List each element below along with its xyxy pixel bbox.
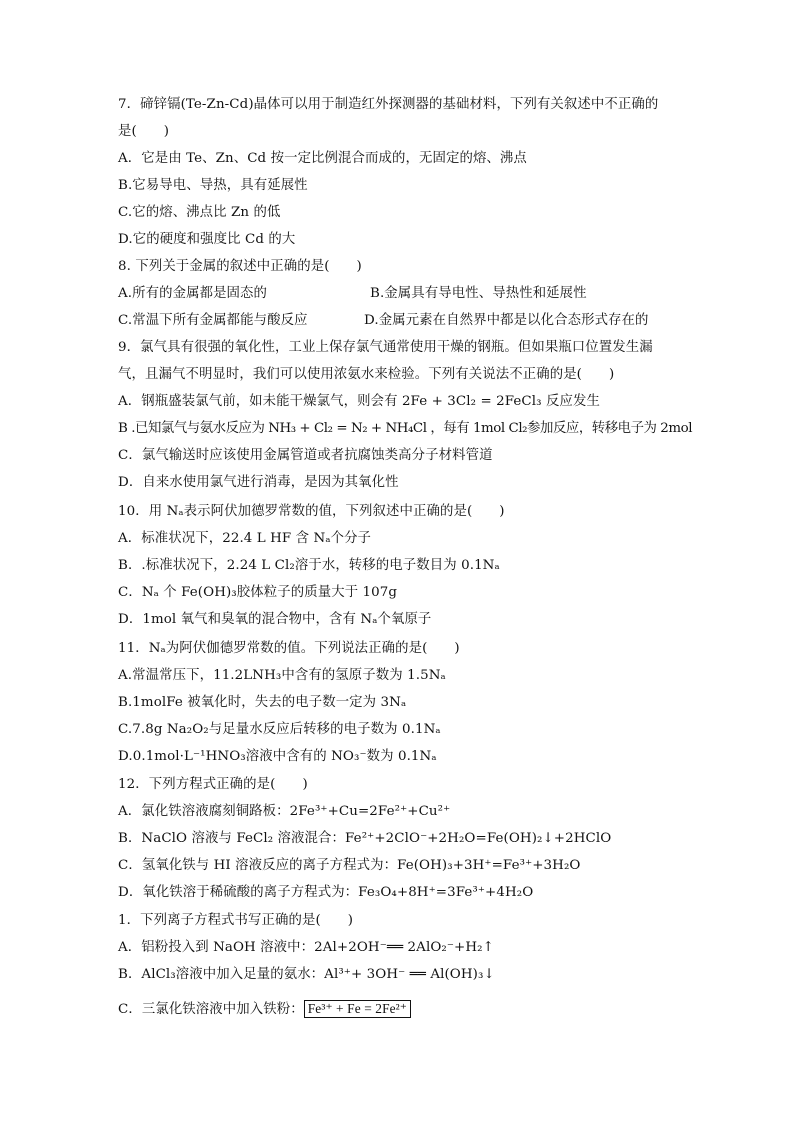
q11-option-d: D.0.1mol·L⁻¹HNO₃溶液中含有的 NO₃⁻数为 0.1Nₐ <box>118 749 437 764</box>
q10-stem: 10．用 Nₐ表示阿伏加德罗常数的值，下列叙述中正确的是( ) <box>118 504 505 519</box>
q7-stem-line2: 是( ) <box>118 124 170 139</box>
q10-option-c: C．Nₐ 个 Fe(OH)₃胶体粒子的质量大于 107g <box>118 585 398 600</box>
q11-option-b: B.1molFe 被氧化时，失去的电子数一定为 3Nₐ <box>118 695 407 710</box>
q8-option-d: D.金属元素在自然界中都是以化合态形式存在的 <box>364 313 649 328</box>
q1-option-a: A．铝粉投入到 NaOH 溶液中：2Al+2OH⁻══ 2AlO₂⁻+H₂↑ <box>118 940 494 955</box>
q8-option-a: A.所有的金属都是固态的 <box>118 286 268 301</box>
q12-option-d: D．氧化铁溶于稀硫酸的离子方程式为：Fe₃O₄+8H⁺=3Fe³⁺+4H₂O <box>118 885 534 900</box>
q9-option-b: B .已知氯气与氨水反应为 NH₃ + Cl₂ = N₂ + NH₄Cl ，每有 1mol Cl₂参加反应，转移电子为 2mol <box>118 421 693 436</box>
q10-option-d: D．1mol 氧气和臭氧的混合物中，含有 Nₐ个氧原子 <box>118 612 432 627</box>
q1-option-c-label: C．三氯化铁溶液中加入铁粉： <box>118 1002 304 1017</box>
q1-option-c <box>118 1000 411 1019</box>
q1-stem: 1．下列离子方程式书写正确的是( ) <box>118 913 354 928</box>
q7-option-b: B.它易导电、导热，具有延展性 <box>118 178 308 193</box>
q11-option-c: C.7.8g Na₂O₂与足量水反应后转移的电子数为 0.1Nₐ <box>118 722 441 737</box>
q7-option-c: C.它的熔、沸点比 Zn 的低 <box>118 205 281 220</box>
q12-option-b: B．NaClO 溶液与 FeCl₂ 溶液混合：Fe²⁺+2ClO⁻+2H₂O=Fe(OH)₂↓+2HClO <box>118 831 612 846</box>
q8-option-c: C.常温下所有金属都能与酸反应 <box>118 313 308 328</box>
q9-stem-line2: 气，且漏气不明显时，我们可以使用浓氨水来检验。下列有关说法不正确的是( ) <box>118 367 615 382</box>
q9-option-d: D．自来水使用氯气进行消毒，是因为其氧化性 <box>118 475 399 490</box>
q11-stem: 11．Nₐ为阿伏伽德罗常数的值。下列说法正确的是( ) <box>118 641 460 656</box>
q12-option-c: C．氢氧化铁与 HI 溶液反应的离子方程式为：Fe(OH)₃+3H⁺=Fe³⁺+3H₂O <box>118 858 581 873</box>
q8-option-b: B.金属具有导电性、导热性和延展性 <box>370 286 587 301</box>
q7-option-d: D.它的硬度和强度比 Cd 的大 <box>118 232 296 247</box>
q12-option-a: A．氯化铁溶液腐刻铜路板：2Fe³⁺+Cu=2Fe²⁺+Cu²⁺ <box>118 804 451 819</box>
q7-stem-line1: 7．碲锌镉(Te-Zn-Cd)晶体可以用于制造红外探测器的基础材料，下列有关叙述中不正确的 <box>118 97 659 112</box>
q9-option-c: C．氯气输送时应该使用金属管道或者抗腐蚀类高分子材料管道 <box>118 448 493 463</box>
q7-option-a: A．它是由 Te、Zn、Cd 按一定比例混合而成的，无固定的熔、沸点 <box>118 151 527 166</box>
q1-option-b: B．AlCl₃溶液中加入足量的氨水：Al³⁺+ 3OH⁻ ══ Al(OH)₃↓ <box>118 967 495 982</box>
q9-option-a: A．钢瓶盛装氯气前，如未能干燥氯气，则会有 2Fe + 3Cl₂ = 2FeCl₃ 反应发生 <box>118 394 600 409</box>
q9-stem-line1: 9．氯气具有很强的氧化性，工业上保存氯气通常使用干燥的钢瓶。但如果瓶口位置发生漏 <box>118 340 653 355</box>
q8-stem: 8. 下列关于金属的叙述中正确的是( ) <box>118 259 362 274</box>
q10-option-a: A．标准状况下，22.4 L HF 含 Nₐ个分子 <box>118 531 372 546</box>
q12-stem: 12．下列方程式正确的是( ) <box>118 777 308 792</box>
q11-option-a: A.常温常压下，11.2LNH₃中含有的氢原子数为 1.5Nₐ <box>118 668 446 683</box>
q10-option-b: B．.标准状况下，2.24 L Cl₂溶于水，转移的电子数目为 0.1Nₐ <box>118 558 500 573</box>
q1-option-c-formula-box: Fe³⁺ + Fe = 2Fe²⁺ <box>304 1000 411 1018</box>
